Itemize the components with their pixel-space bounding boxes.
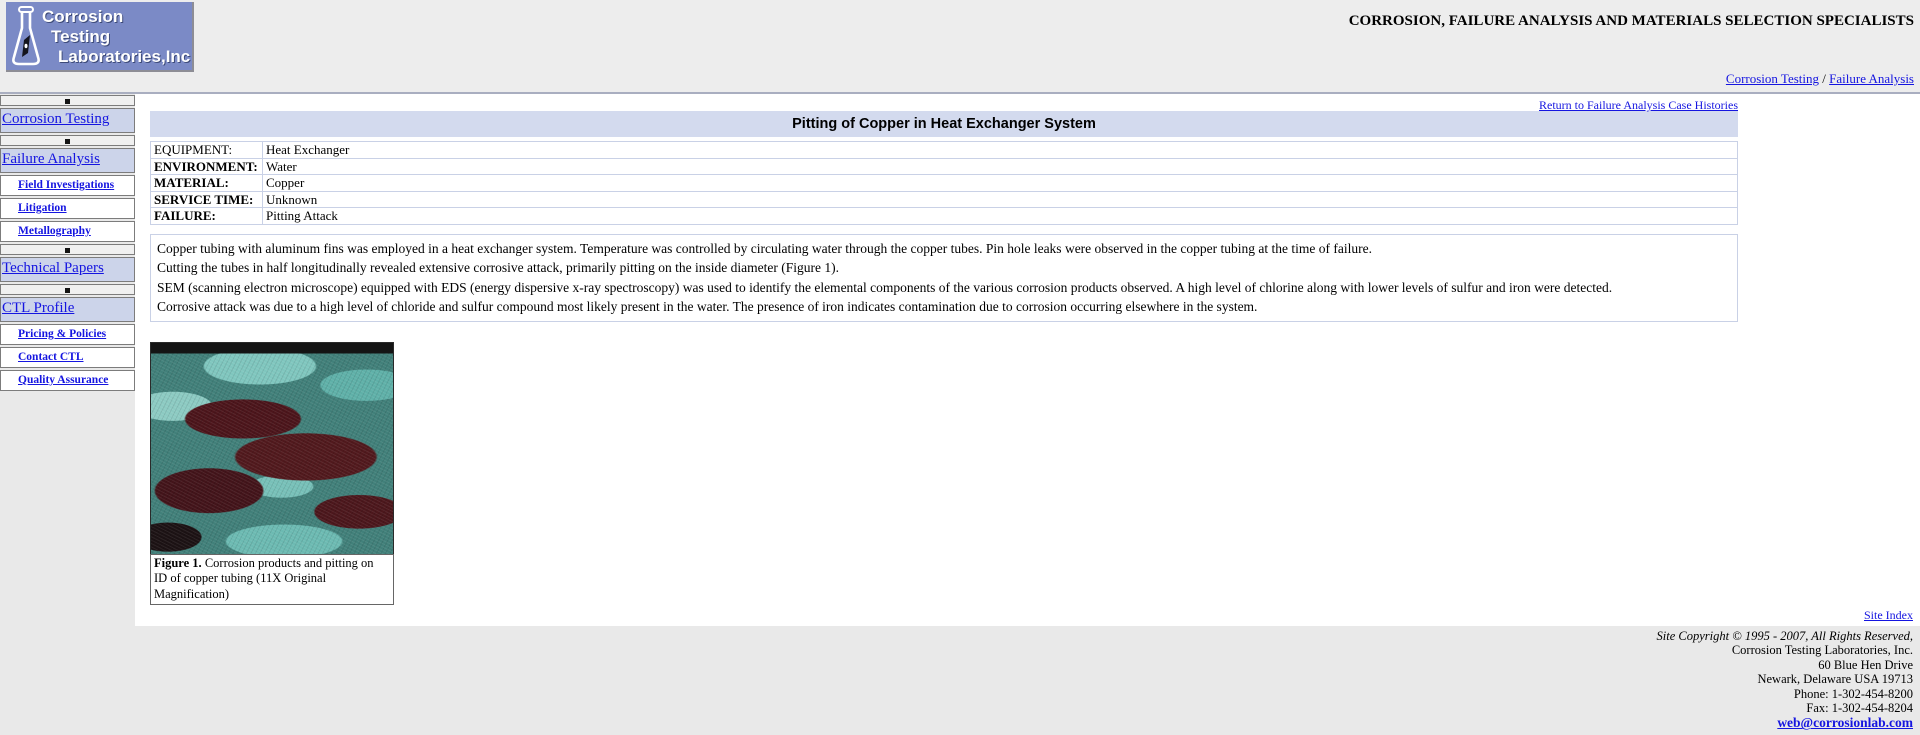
square-bullet-icon bbox=[65, 139, 70, 144]
figure1-caption-text: Corrosion products and pitting on ID of copper tubing (11X Original Magnification) bbox=[154, 555, 374, 601]
return-link-row bbox=[150, 94, 1738, 110]
info-table-row-environment bbox=[151, 158, 1738, 175]
sidebar-item-technical-papers[interactable] bbox=[0, 257, 135, 282]
logo-line-3: Laboratories,Inc bbox=[58, 47, 191, 66]
description-paragraph-2: Cutting the tubes in half longitudinally revealed extensive corrosive attack, primarily pitting on the inside diameter (Figure 1). bbox=[157, 260, 839, 275]
description-paragraph-3: SEM (scanning electron microscope) equipped with EDS (energy dispersive x-ray spectroscopy) was used to identify the elemental components of the various corrosion products observed. A high level of chlorine along with lower levels of sulfur and iron were detected. bbox=[157, 279, 1613, 295]
sidebar-link-failure-analysis[interactable]: Failure Analysis bbox=[2, 151, 100, 167]
info-value: Water bbox=[263, 158, 1738, 175]
info-label: SERVICE TIME: bbox=[151, 191, 263, 208]
sidebar-item-ctl-profile[interactable] bbox=[0, 297, 135, 322]
site-index-row bbox=[135, 605, 1920, 626]
page-footer bbox=[0, 626, 1920, 735]
logo-line-1: Corrosion bbox=[42, 7, 124, 26]
breadcrumb-link-failure-analysis[interactable]: Failure Analysis bbox=[1829, 71, 1914, 86]
sidebar-link-ctl-profile[interactable]: CTL Profile bbox=[2, 300, 75, 316]
sidebar-link-technical-papers[interactable]: Technical Papers bbox=[2, 260, 104, 276]
sidebar-link-litigation[interactable]: Litigation bbox=[18, 202, 67, 214]
site-index-link[interactable]: Site Index bbox=[1864, 608, 1913, 622]
sidebar-item-pricing-policies[interactable] bbox=[0, 324, 135, 345]
company-tagline: CORROSION, FAILURE ANALYSIS AND MATERIALS SELECTION SPECIALISTS bbox=[1348, 13, 1914, 29]
description-paragraph-1: Copper tubing with aluminum fins was employed in a heat exchanger system. Temperature was controlled by circulating water through the copper tubes. Pin hole leaks were observed in the copper tubing at the time of failure. bbox=[157, 240, 1372, 256]
figure1-caption bbox=[150, 554, 394, 606]
logo-text bbox=[42, 7, 190, 67]
footer-line-5: Fax: 1-302-454-8204 bbox=[1806, 701, 1913, 716]
main-area bbox=[0, 94, 1920, 626]
footer-line-1: Corrosion Testing Laboratories, Inc. bbox=[1731, 643, 1913, 658]
info-value: Unknown bbox=[263, 191, 1738, 208]
info-value: Copper bbox=[263, 175, 1738, 192]
sidebar-item-failure-analysis[interactable] bbox=[0, 148, 135, 173]
square-bullet-icon bbox=[65, 99, 70, 104]
info-table-row-equipment bbox=[151, 142, 1738, 159]
sidebar-item-litigation[interactable] bbox=[0, 198, 135, 219]
company-logo[interactable] bbox=[6, 2, 194, 72]
footer-line-2: 60 Blue Hen Drive bbox=[1818, 657, 1913, 672]
sidebar-bullet-row bbox=[0, 244, 135, 255]
info-table-row-material bbox=[151, 175, 1738, 192]
info-table-row-failure bbox=[151, 208, 1738, 225]
square-bullet-icon bbox=[65, 288, 70, 293]
sidebar-link-contact-ctl[interactable]: Contact CTL bbox=[18, 351, 84, 363]
sidebar-item-corrosion-testing[interactable] bbox=[0, 108, 135, 133]
sidebar-link-field-investigations[interactable]: Field Investigations bbox=[18, 179, 115, 191]
info-table-body bbox=[151, 142, 1738, 225]
page-title: Pitting of Copper in Heat Exchanger System bbox=[150, 111, 1738, 137]
square-bullet-icon bbox=[65, 248, 70, 253]
sidebar-item-quality-assurance[interactable] bbox=[0, 370, 135, 391]
logo-line-2: Testing bbox=[51, 27, 111, 46]
footer-email-row bbox=[0, 715, 1913, 731]
footer-line-4: Phone: 1-302-454-8200 bbox=[1793, 686, 1913, 701]
info-label: ENVIRONMENT: bbox=[151, 158, 263, 175]
sidebar-item-contact-ctl[interactable] bbox=[0, 347, 135, 368]
footer-line-3: Newark, Delaware USA 19713 bbox=[1757, 672, 1913, 687]
sidebar-bullet-row bbox=[0, 284, 135, 295]
figure1-photo bbox=[150, 342, 394, 555]
sidebar-item-metallography[interactable] bbox=[0, 221, 135, 242]
info-label: MATERIAL: bbox=[151, 175, 263, 192]
sidebar-link-pricing-policies[interactable]: Pricing & Policies bbox=[18, 328, 107, 340]
footer-email-link[interactable]: web@corrosionlab.com bbox=[1777, 715, 1913, 731]
info-table-row-service-time bbox=[151, 191, 1738, 208]
sidebar-item-field-investigations[interactable] bbox=[0, 175, 135, 196]
breadcrumb-link-corrosion-testing[interactable]: Corrosion Testing bbox=[1725, 71, 1820, 86]
breadcrumb-separator: / bbox=[1819, 71, 1830, 86]
description-box bbox=[150, 234, 1738, 322]
sidebar-nav bbox=[0, 94, 135, 391]
figure1-caption-label: Figure 1. bbox=[154, 555, 202, 570]
page-header bbox=[0, 0, 1920, 94]
info-table bbox=[150, 141, 1738, 225]
sidebar-bullet-row bbox=[0, 95, 135, 106]
return-to-case-histories-link[interactable]: Return to Failure Analysis Case Histories bbox=[1539, 98, 1738, 112]
info-label: FAILURE: bbox=[151, 208, 263, 225]
info-label: EQUIPMENT: bbox=[151, 142, 263, 159]
sidebar-bullet-row bbox=[0, 135, 135, 146]
figure1-block bbox=[150, 342, 394, 606]
sidebar-link-metallography[interactable]: Metallography bbox=[18, 225, 91, 237]
footer-copyright: Site Copyright © 1995 - 2007, All Rights Reserved, bbox=[1656, 629, 1913, 643]
breadcrumb bbox=[1726, 71, 1914, 87]
info-value: Pitting Attack bbox=[263, 208, 1738, 225]
content-inner bbox=[150, 94, 1738, 605]
info-value: Heat Exchanger bbox=[263, 142, 1738, 159]
sidebar-link-quality-assurance[interactable]: Quality Assurance bbox=[18, 374, 109, 386]
sidebar bbox=[0, 94, 135, 626]
sidebar-link-corrosion-testing[interactable]: Corrosion Testing bbox=[2, 111, 110, 127]
description-paragraph-4: Corrosive attack was due to a high level of chloride and sulfur compound most likely present in the water. The presence of iron indicates contamination due to corrosion occurring elsewhere in the system. bbox=[157, 299, 1258, 314]
footer-lines bbox=[0, 643, 1913, 715]
content-column bbox=[135, 94, 1920, 626]
